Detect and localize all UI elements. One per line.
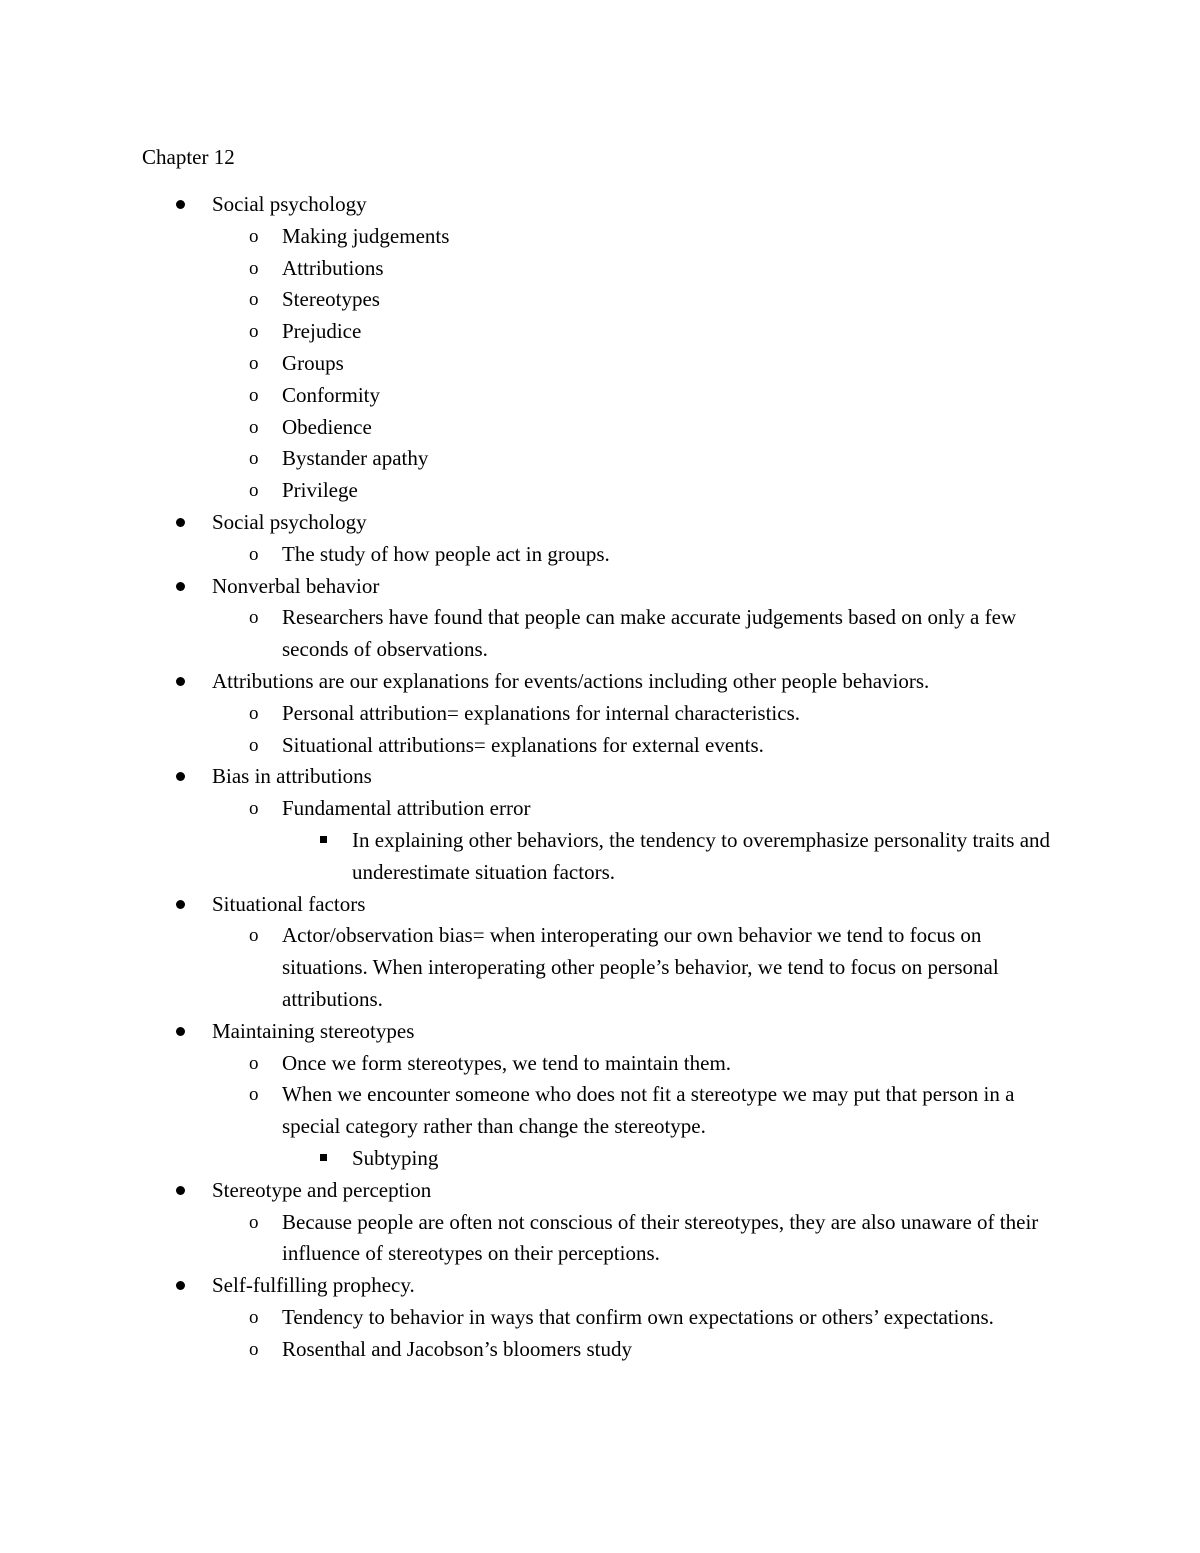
hollow-o-bullet-icon: o xyxy=(249,1338,259,1360)
bullet-text: The study of how people act in groups. xyxy=(282,541,610,566)
bullet-text: Social psychology xyxy=(212,192,367,216)
sub-bullet-item xyxy=(0,698,1072,730)
sub-bullet-item xyxy=(0,475,1072,507)
bullet-item xyxy=(0,761,1072,793)
notes-outline xyxy=(0,189,1200,1365)
bullet-text: Obedience xyxy=(282,414,372,439)
bullet-text: Stereotype and perception xyxy=(212,1177,432,1202)
bullet-text: Making judgements xyxy=(282,223,450,248)
hollow-o-bullet-icon: o xyxy=(249,1211,259,1233)
sub-sub-bullet-item xyxy=(0,1143,1072,1175)
hollow-o-bullet-icon: o xyxy=(249,448,259,470)
hollow-o-bullet-icon: o xyxy=(249,702,259,724)
bullet-text: Self-fulfilling prophecy. xyxy=(212,1273,415,1298)
sub-bullet-item xyxy=(0,602,1072,666)
sub-bullet-item xyxy=(0,316,1072,348)
sub-sub-bullet-item xyxy=(0,825,1072,889)
bullet-text: Attributions are our explanations for events/actions including other people behaviors. xyxy=(212,668,930,693)
filled-circle-bullet-icon xyxy=(176,582,185,591)
bullet-text: Prejudice xyxy=(282,319,362,344)
filled-circle-bullet-icon xyxy=(176,1186,185,1195)
hollow-o-bullet-icon: o xyxy=(249,1306,259,1328)
bullet-item xyxy=(0,571,1072,603)
hollow-o-bullet-icon: o xyxy=(249,1084,259,1106)
bullet-text: Fundamental attribution error xyxy=(282,796,531,821)
sub-bullet-item xyxy=(0,380,1072,412)
bullet-text: Social psychology xyxy=(212,509,367,534)
filled-circle-bullet-icon xyxy=(176,900,185,909)
sub-bullet-item xyxy=(0,443,1072,475)
bullet-text: Situational factors xyxy=(212,891,366,916)
sub-bullet-item xyxy=(0,920,1072,1015)
bullet-text: Personal attribution= explanations for internal characteristics. xyxy=(282,700,801,725)
bullet-text: Subtyping xyxy=(352,1145,439,1170)
hollow-o-bullet-icon: o xyxy=(249,416,259,438)
bullet-text: Conformity xyxy=(282,382,380,407)
bullet-text: Researchers have found that people can make accurate judgements based on only a few seconds of observations. xyxy=(282,605,1017,662)
sub-bullet-item xyxy=(0,1079,1072,1143)
hollow-o-bullet-icon: o xyxy=(249,607,259,629)
bullet-item xyxy=(0,666,1072,698)
sub-bullet-item xyxy=(0,253,1072,285)
sub-bullet-item xyxy=(0,730,1072,762)
sub-bullet-item xyxy=(0,539,1072,571)
square-bullet-icon xyxy=(320,836,327,843)
sub-bullet-item xyxy=(0,221,1072,253)
bullet-text: Rosenthal and Jacobson’s bloomers study xyxy=(282,1336,632,1361)
sub-bullet-item xyxy=(0,412,1072,444)
bullet-item xyxy=(0,1175,1072,1207)
filled-circle-bullet-icon xyxy=(176,1281,185,1290)
bullet-text: Groups xyxy=(282,350,344,375)
filled-circle-bullet-icon xyxy=(176,200,185,209)
document-title: Chapter 12 xyxy=(142,145,235,169)
bullet-text: Privilege xyxy=(282,478,358,503)
bullet-item xyxy=(0,1270,1072,1302)
bullet-text: In explaining other behaviors, the tendency to overemphasize personality traits and underestimate situation factors. xyxy=(352,827,1051,884)
bullet-text: When we encounter someone who does not fit a stereotype we may put that person in a special category rather than change the stereotype. xyxy=(282,1082,1015,1139)
hollow-o-bullet-icon: o xyxy=(249,384,259,406)
hollow-o-bullet-icon: o xyxy=(249,480,259,502)
bullet-text: Actor/observation bias= when interoperating our own behavior we tend to focus on situations. When interoperating other people’s behavior, we tend to focus on personal attributions. xyxy=(282,923,999,1011)
sub-bullet-item xyxy=(0,793,1072,825)
sub-bullet-item xyxy=(0,1334,1072,1366)
sub-bullet-item xyxy=(0,284,1072,316)
hollow-o-bullet-icon: o xyxy=(249,925,259,947)
sub-bullet-item xyxy=(0,348,1072,380)
bullet-text: Situational attributions= explanations for external events. xyxy=(282,732,764,757)
bullet-item xyxy=(0,889,1072,921)
bullet-text: Maintaining stereotypes xyxy=(212,1018,415,1043)
bullet-text: Attributions xyxy=(282,255,384,280)
sub-bullet-item xyxy=(0,1207,1072,1271)
filled-circle-bullet-icon xyxy=(176,518,185,527)
filled-circle-bullet-icon xyxy=(176,1027,185,1036)
bullet-item xyxy=(0,507,1072,539)
hollow-o-bullet-icon: o xyxy=(249,352,259,374)
sub-bullet-item xyxy=(0,1048,1072,1080)
bullet-text: Tendency to behavior in ways that confirm own expectations or others’ expectations. xyxy=(282,1304,994,1329)
square-bullet-icon xyxy=(320,1154,327,1161)
bullet-text: Once we form stereotypes, we tend to maintain them. xyxy=(282,1050,732,1075)
hollow-o-bullet-icon: o xyxy=(249,257,259,279)
bullet-text: Bystander apathy xyxy=(282,446,429,471)
hollow-o-bullet-icon: o xyxy=(249,543,259,565)
bullet-text: Bias in attributions xyxy=(212,764,372,789)
sub-bullet-item xyxy=(0,1302,1072,1334)
bullet-item xyxy=(0,189,1072,221)
hollow-o-bullet-icon: o xyxy=(249,321,259,343)
hollow-o-bullet-icon: o xyxy=(249,225,259,247)
hollow-o-bullet-icon: o xyxy=(249,798,259,820)
bullet-text: Stereotypes xyxy=(282,287,380,312)
filled-circle-bullet-icon xyxy=(176,772,185,781)
hollow-o-bullet-icon: o xyxy=(249,289,259,311)
bullet-text: Because people are often not conscious of their stereotypes, they are also unaware of their influence of stereotypes on their perceptions. xyxy=(282,1209,1039,1266)
bullet-item xyxy=(0,1016,1072,1048)
hollow-o-bullet-icon: o xyxy=(249,1052,259,1074)
filled-circle-bullet-icon xyxy=(176,677,185,686)
bullet-text: Nonverbal behavior xyxy=(212,573,380,598)
hollow-o-bullet-icon: o xyxy=(249,734,259,756)
